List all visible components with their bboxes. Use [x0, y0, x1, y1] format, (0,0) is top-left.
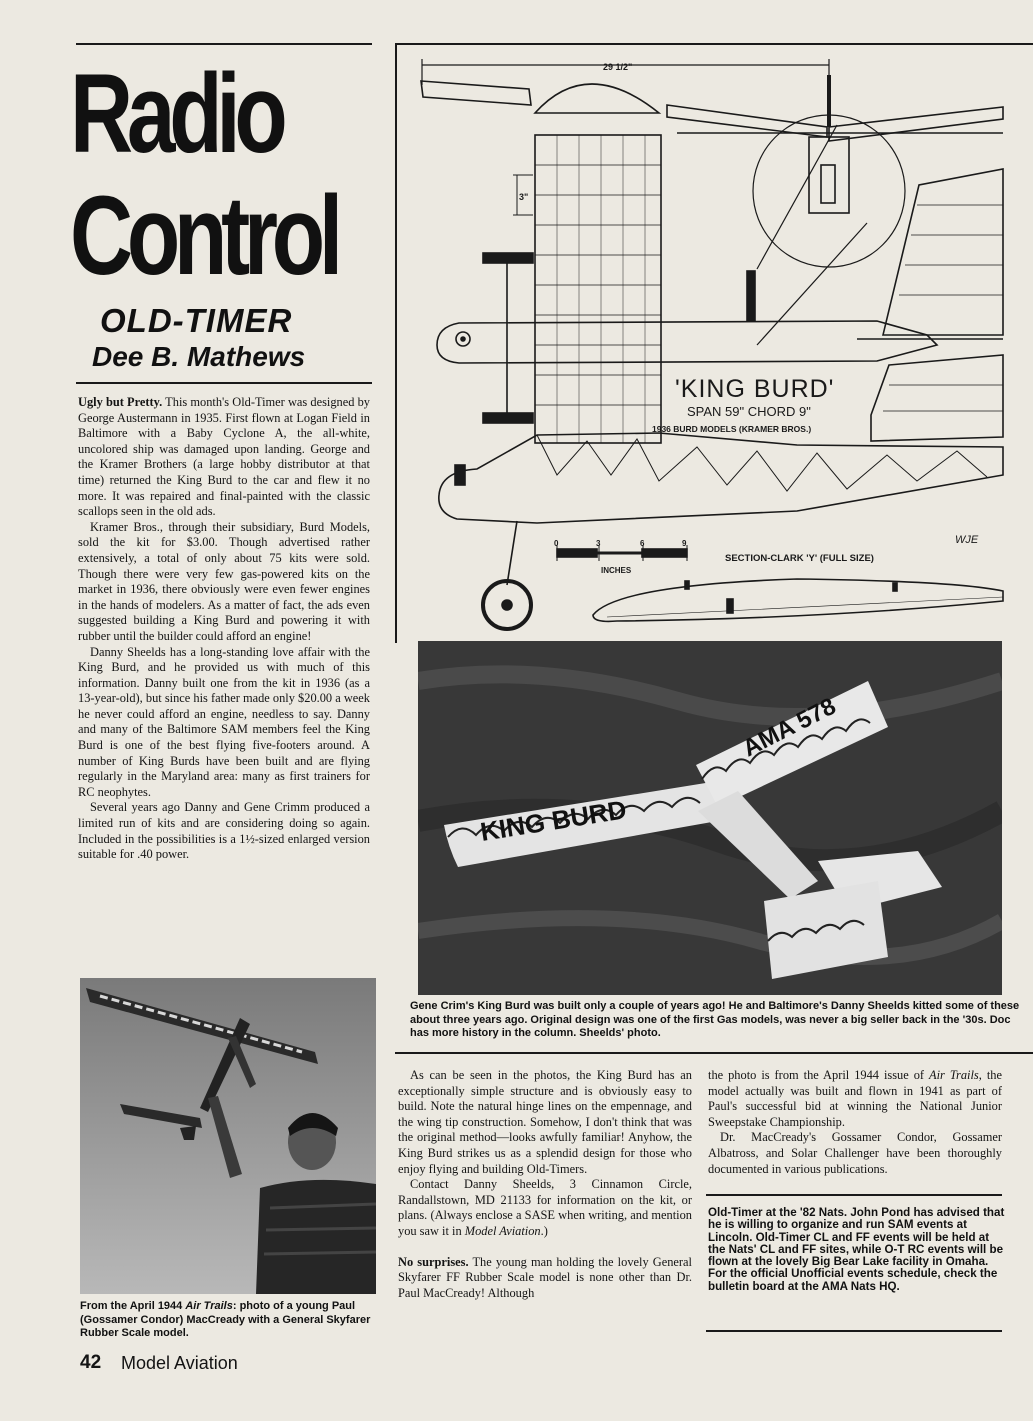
draftsman-signature: WJE [955, 534, 979, 546]
scale-tick-3: 3 [596, 539, 601, 548]
paragraph-3: Danny Sheelds has a long-standing love affair with the King Burd, and he provided us with much of this information. Danny built one from the kit in 1936 (as a 13-year-old), but since his father made only $20.00 a week he never could afford an engine, needless to say. Danny and many of the Baltimore SAM members feel the King Burd is one of the best flying five-footers around. A number of King Burds have been built and are flying regularly in the Maryland area: many as first trainers for RC neophytes. [78, 644, 370, 799]
landing-gear-bottom [483, 413, 533, 423]
magazine-name: Model Aviation [121, 1353, 238, 1373]
section-label: SECTION-CLARK 'Y' (FULL SIZE) [725, 553, 874, 564]
paragraph-8-b: , the model actually was built and flown in 1941 as part of Paul's successful bid at winning the National Junior Sweepstake Championship. [708, 1068, 1002, 1129]
dimension-label: 29 1/2" [603, 62, 633, 72]
paragraph-6-b: .) [540, 1223, 548, 1238]
caption-king-burd: Gene Crim's King Burd was built only a couple of years ago! He and Baltimore's Danny Sheelds kitted some of these about three years ago. Original design was one of the first Gas models, was never a big seller back in the '30s. Doc has more history in the column. Sheelds' photo. [410, 1000, 1020, 1040]
paragraph-6-a: Contact Danny Sheelds, 3 Cinnamon Circle, Randallstown, MD 21133 for information on the kit, or plans. (Always enclose a SASE when writing, and mention you saw it in [398, 1177, 692, 1238]
photo-maccready [80, 978, 376, 1294]
side-note-lead: Old-Timer at the '82 Nats. [708, 1206, 848, 1219]
paragraph-8 [708, 1068, 1002, 1130]
scale-tick-9: 9 [682, 539, 687, 548]
scale-unit: INCHES [601, 566, 632, 575]
paragraph-8-a: the photo is from the April 1944 issue of [708, 1068, 930, 1082]
side-note-rule-bottom [706, 1330, 1002, 1332]
paragraph-1 [78, 395, 370, 520]
article-column-left [78, 395, 370, 863]
wing-plan [535, 135, 661, 443]
fin-lower [871, 355, 1003, 441]
paragraph-8-mag: Air Trails [929, 1068, 979, 1082]
side-note-rule-top [706, 1194, 1002, 1196]
paragraph-7-lead: No surprises. [398, 1254, 469, 1269]
fuselage-side [437, 321, 937, 363]
nats-side-note [708, 1207, 1006, 1293]
landing-gear-top [483, 253, 533, 263]
article-column-middle [398, 1068, 692, 1301]
author-byline: Dee B. Mathews [92, 341, 306, 372]
photo-king-burd [418, 641, 1002, 995]
paragraph-7-text: The young man holding the lovely General Skyfarer FF Rubber Scale model is none other than Dr. Paul MacCready! Although [398, 1254, 692, 1300]
side-note-text: John Pond has advised that he is willing to organize and run SAM events at Lincoln. Old-Timer CL and FF events will be held at the Nats' CL and FF sites, while O-T RC events will be flown at the lovely Big Bear Lake facility in Omaha. For the official Unofficial events schedule, check the bulletin board at the AMA Nats HQ. [708, 1206, 1005, 1293]
paragraph-5: As can be seen in the photos, the King Burd has an exceptionally simple structure and is obviously easy to build. Note the natural hinge lines on the empennage, and the wing tip construction. Somehow, I don't think that was the original method—looks awfully familiar! Anyhow, the King Burd strikes us as a splendid design for those who enjoy flying and building Old-Timers. [398, 1068, 692, 1176]
caption-rule [395, 1052, 1033, 1054]
paragraph-6 [398, 1177, 692, 1239]
top-rule-left [76, 43, 372, 45]
plan-title: 'KING BURD' [675, 375, 835, 403]
vertical-fin [883, 169, 1003, 335]
wing-front-left [421, 81, 531, 105]
scale-tick-6: 6 [640, 539, 645, 548]
section-title: OLD-TIMER [100, 302, 293, 339]
paragraph-4: Several years ago Danny and Gene Crimm produced a limited run of kits and are considering doing so again. Included in the possibilities is a 1½-sized enlarged version suitable for .40 power. [78, 800, 370, 862]
small-dimension-label: 3" [519, 192, 529, 202]
photo-king-burd-image [418, 641, 1002, 995]
caption-maccready-a: From the April 1944 [80, 1300, 186, 1312]
paragraph-1-lead: Ugly but Pretty. [78, 395, 163, 409]
plan-credit: 1936 BURD MODELS (KRAMER BROS.) [652, 424, 812, 434]
page-number: 42 [80, 1352, 102, 1373]
plan-specs: SPAN 59" CHORD 9" [687, 404, 811, 419]
caption-maccready [80, 1300, 376, 1341]
stabilizer-lettering: AMA 578 [738, 692, 841, 763]
wing-lettering: KING BURD [478, 794, 629, 847]
wing-tip-front [535, 84, 659, 113]
byline-rule [76, 382, 372, 384]
plan-drawing [397, 45, 1033, 645]
paragraph-9: Dr. MacCready's Gossamer Condor, Gossamer Albatross, and Solar Challenger have been thoroughly documented in various publications. [708, 1130, 1002, 1176]
caption-maccready-mag: Air Trails [185, 1300, 233, 1312]
stabilizer-front [829, 107, 1003, 141]
paragraph-6-mag: Model Aviation [464, 1223, 541, 1238]
caption-maccready-b: : photo of a young Paul (Gossamer Condor) MacCready with a General Skyfarer Rubber Scale model. [80, 1300, 371, 1340]
article-column-right [708, 1068, 1002, 1177]
fuselage-front [809, 137, 849, 213]
paragraph-2: Kramer Bros., through their subsidiary, Burd Models, sold the kit for $3.00. Though advertised rather extensively, a total of only about 75 kits were sold. Though there were very few gas-powered kits on the market in 1936, there obviously were even fewer engines in the hands of modelers. As a matter of fact, the ads even suggested building a King Burd and powering it with rubber until the builder could afford an engine! [78, 519, 370, 643]
paragraph-7 [398, 1255, 692, 1302]
title-control: Control [70, 173, 337, 298]
scale-tick-0: 0 [554, 539, 559, 548]
title-radio: Radio [70, 51, 282, 176]
paragraph-1-text: This month's Old-Timer was designed by George Austermann in 1935. First flown at Logan Field in Baltimore with a Baby Cyclone A, the all-white, uncolored ship was damaged upon landing. George and the Kramer Brothers (a large hobby distributor at that time) returned the King Burd to the car and flew it no more. It was repaired and final-painted with the classic scallops seen in the old ads. [78, 395, 370, 519]
photo-maccready-image [80, 978, 376, 1294]
plan-drawing-panel [395, 43, 1033, 643]
